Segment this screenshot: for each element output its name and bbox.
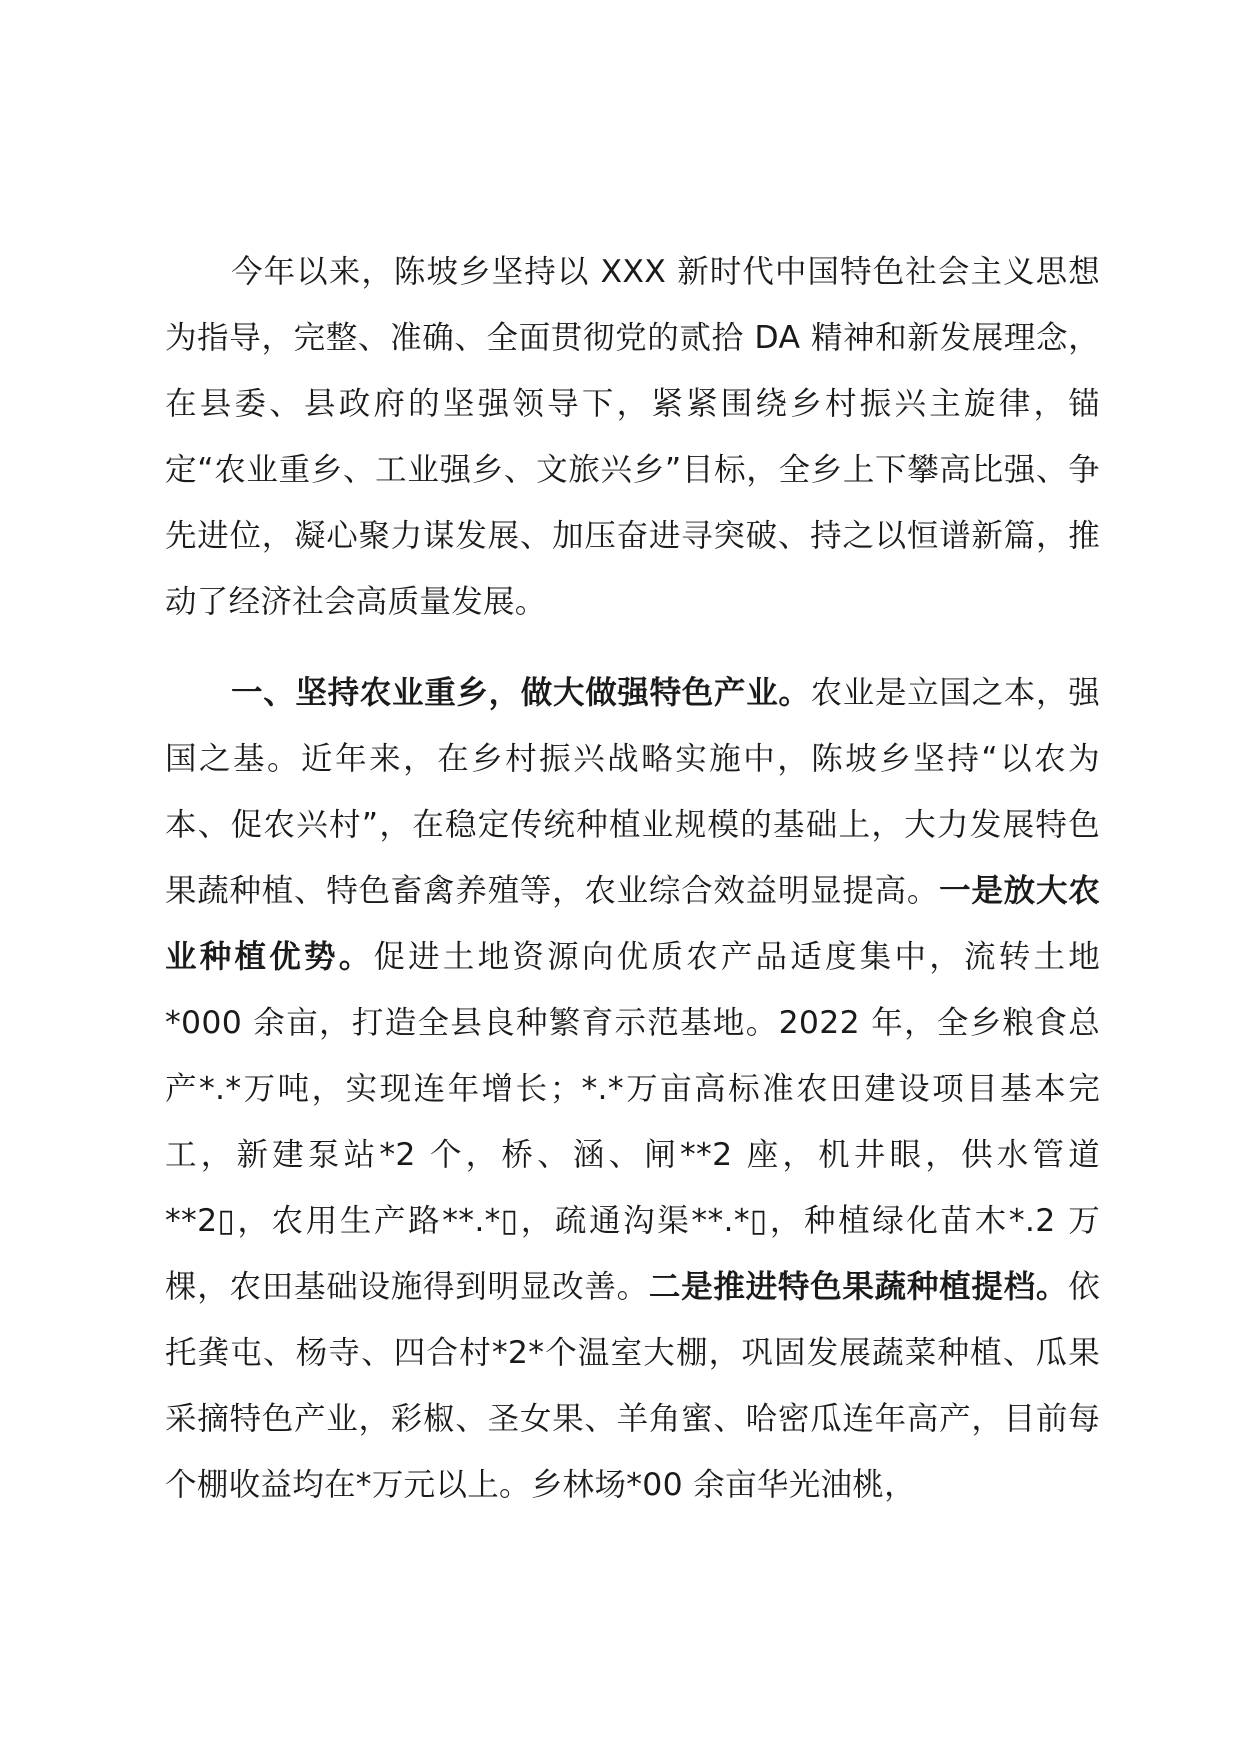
point-1-text: 促进土地资源向优质农产品适度集中，流转土地*000 余亩，打造全县良种繁育示范基地。2022 年，全乡粮食总产*.*万吨，实现连年增长；*.*万亩高标准农田建设项目基本完工，新建泵站*2 个，桥、涵、闸**2 座，机井眼，供水管道**2▯，农用生产路**.*▯，疏通沟渠**.*▯，种植绿化苗木*.2 万棵，农田基础设施得到明显改善。: [165, 939, 1101, 1305]
point-2-heading: 二是推进特色果蔬种植提档。: [648, 1269, 1069, 1305]
section-1-heading: 一、坚持农业重乡，做大做强特色产业。: [231, 675, 811, 711]
section-1-paragraph: [165, 660, 1100, 1518]
intro-paragraph: [165, 239, 1100, 635]
intro-paragraph-text: 今年以来，陈坡乡坚持以 XXX 新时代中国特色社会主义思想为指导，完整、准确、全面贯彻党的贰拾 DA 精神和新发展理念，在县委、县政府的坚强领导下，紧紧围绕乡村振兴主旋律，锚定“农业重乡、工业强乡、文旅兴乡”目标，全乡上下攀高比强、争先进位，凝心聚力谋发展、加压奋进寻突破、持之以恒谱新篇，推动了经济社会高质量发展。: [165, 254, 1100, 620]
point-2-text: 依托龚屯、杨寺、四合村*2*个温室大棚，巩固发展蔬菜种植、瓜果采摘特色产业，彩椒、圣女果、羊角蜜、哈密瓜连年高产，目前每个棚收益均在*万元以上。乡林场*00 余亩华光油桃，: [165, 1269, 1100, 1503]
section-1-intro: 农业是立国之本，强国之基。近年来，在乡村振兴战略实施中，陈坡乡坚持“以农为本、促农兴村”，在稳定传统种植业规模的基础上，大力发展特色果蔬种植、特色畜禽养殖等，农业综合效益明显提高。: [165, 675, 1101, 909]
point-1-heading: 一是放大农业种植优势。: [165, 873, 1100, 975]
